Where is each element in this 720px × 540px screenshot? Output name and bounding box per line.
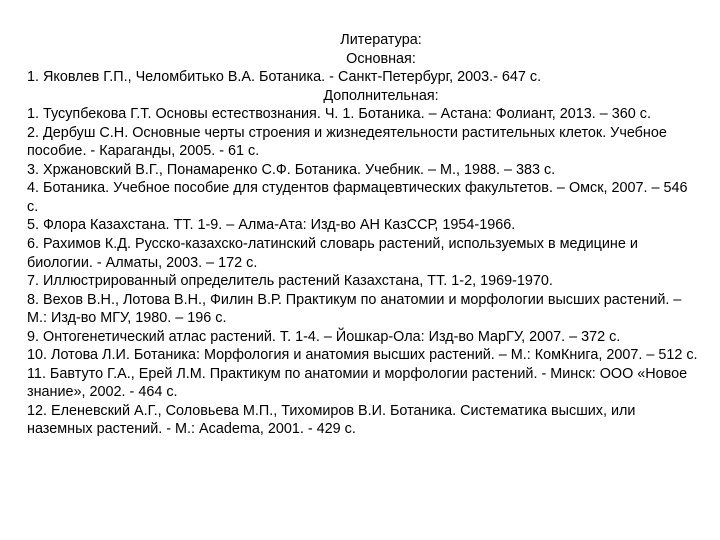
additional-reference-item: 8. Вехов В.Н., Лотова В.Н., Филин В.Р. Практикум по анатомии и морфологии высших растений. – М.: Изд-во МГУ, 1980. – 196 с. <box>27 291 682 327</box>
page-title: Литература: <box>340 32 422 48</box>
main-reference-item: 1. Яковлев Г.П., Челомбитько В.А. Ботаника. - Санкт-Петербург, 2003.- 647 с. <box>27 69 542 86</box>
additional-reference-item: 12. Еленевский А.Г., Соловьева М.П., Тихомиров В.И. Ботаника. Систематика высших, или наземных растений. - М.: Academa, 2001. - 429 с. <box>27 402 636 438</box>
additional-reference-item: 3. Хржановский В.Г., Понамаренко С.Ф. Ботаника. Учебник. – М., 1988. – 383 с. <box>27 161 556 178</box>
additional-reference-item: 1. Тусупбекова Г.Т. Основы естествознания. Ч. 1. Ботаника. – Астана: Фолиант, 2013. – 360 с. <box>27 106 651 123</box>
literature-list <box>27 31 699 439</box>
additional-reference-item: 6. Рахимов К.Д. Русско-казахско-латинский словарь растений, используемых в медицине и биологии. - Алматы, 2003. – 172 с. <box>27 236 638 271</box>
additional-reference-item: 2. Дербуш С.Н. Основные черты строения и жизнедеятельности растительных клеток. Учебное пособие. - Караганды, 2005. - 61 с. <box>27 124 667 160</box>
additional-reference-item: 9. Онтогенетический атлас растений. Т. 1-4. – Йошкар-Ола: Изд-во МарГУ, 2007. – 372 с. <box>27 328 621 345</box>
additional-section-heading: Дополнительная: <box>323 87 439 104</box>
additional-reference-item: 4. Ботаника. Учебное пособие для студентов фармацевтических факультетов. – Омск, 2007. – 546 с. <box>27 180 688 215</box>
additional-reference-item: 11. Бавтуто Г.А., Ерей Л.М. Практикум по анатомии и морфологии растений. - Минск: ООО «Новое знание», 2002. - 464 с. <box>27 365 688 401</box>
additional-reference-item: 7. Иллюстрированный определитель растений Казахстана, ТТ. 1-2, 1969-1970. <box>27 273 553 290</box>
main-section-heading: Основная: <box>346 50 416 67</box>
additional-reference-item: 10. Лотова Л.И. Ботаника: Морфология и анатомия высших растений. – М.: КомКнига, 2007. – 512 с. <box>27 347 698 364</box>
additional-reference-item: 5. Флора Казахстана. ТТ. 1-9. – Алма-Ата: Изд-во АН КазССР, 1954-1966. <box>27 217 516 234</box>
